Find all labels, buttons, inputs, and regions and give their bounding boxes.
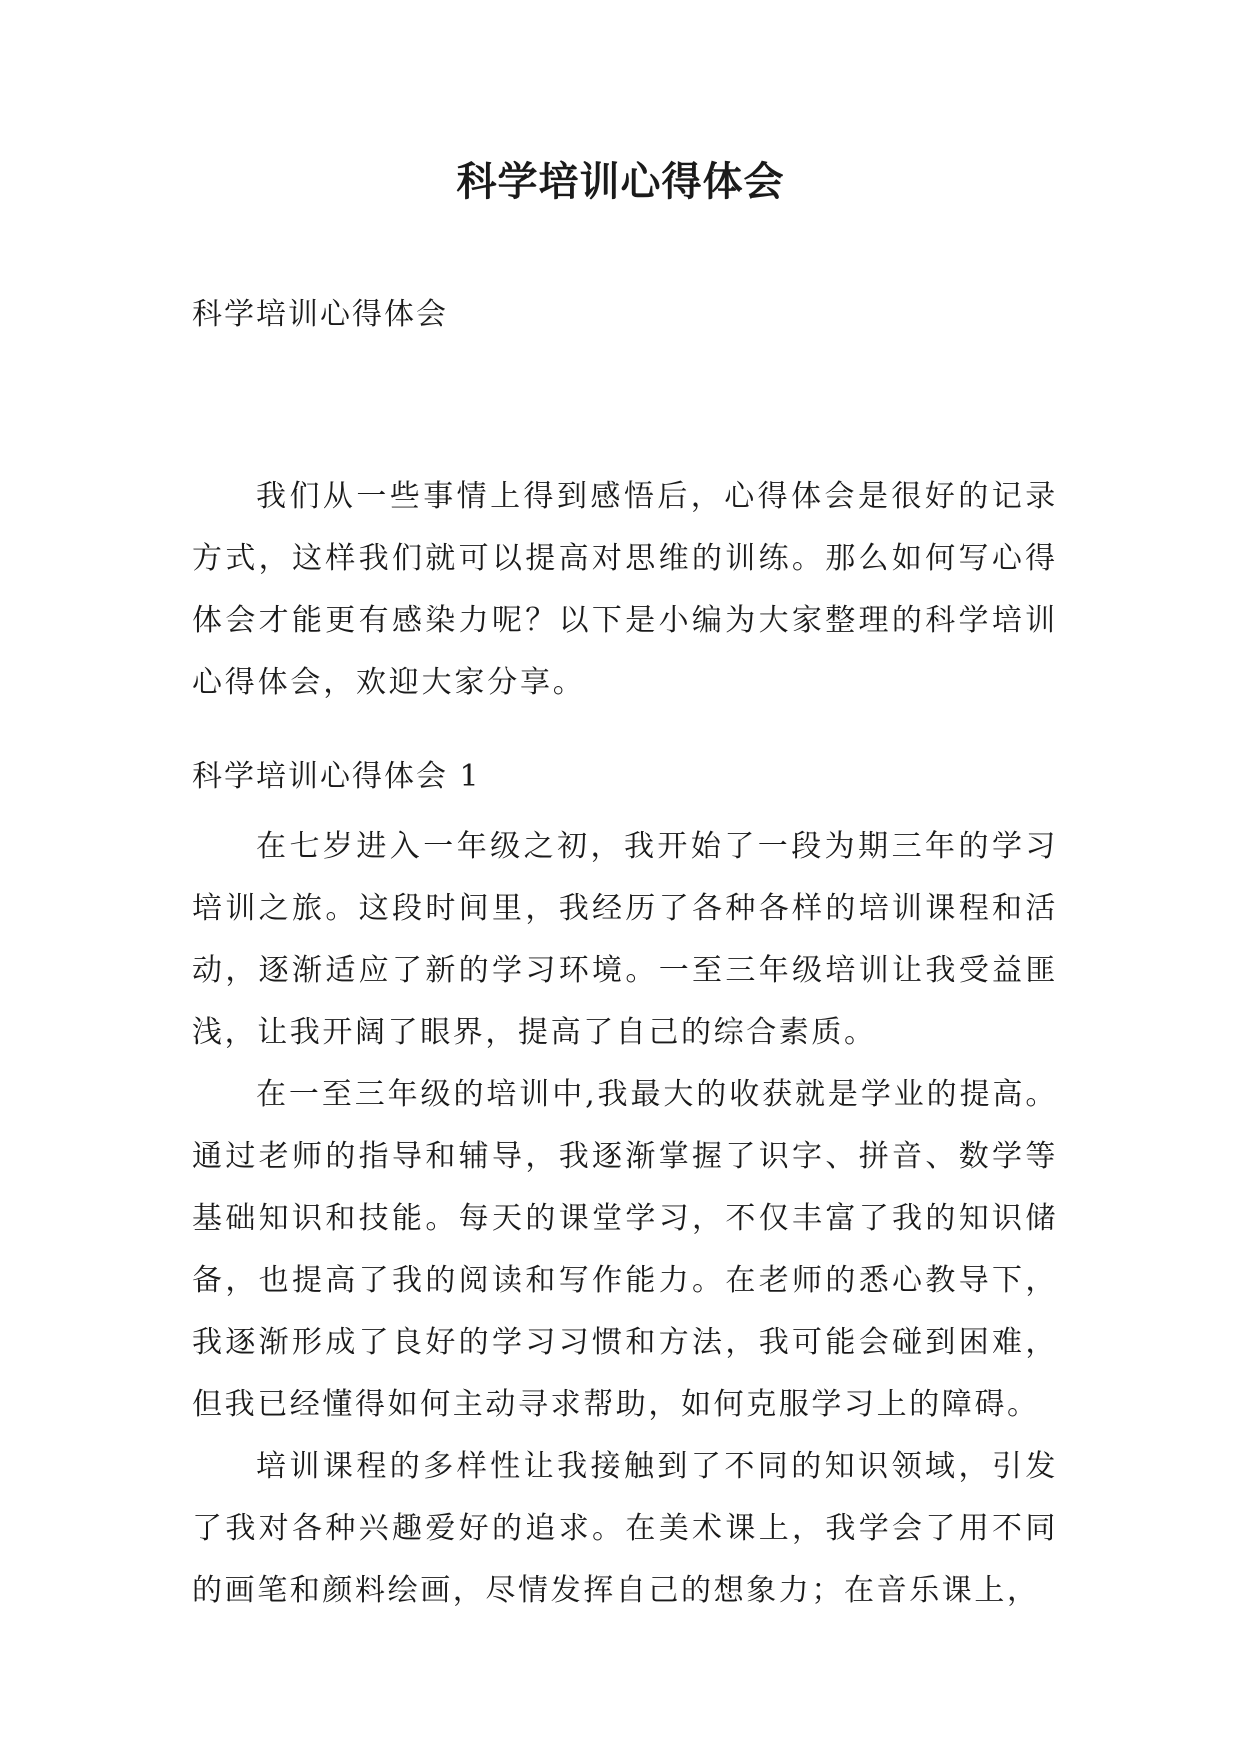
- body-paragraph: 在一至三年级的培训中,我最大的收获就是学业的提高。通过老师的指导和辅导，我逐渐掌握了识字、拼音、数学等基础知识和技能。每天的课堂学习，不仅丰富了我的知识储备，也提高了我的阅读和写作能力。在老师的悉心教导下，我逐渐形成了良好的学习习惯和方法，我可能会碰到困难，但我已经懂得如何主动寻求帮助，如何克服学习上的障碍。: [192, 1077, 1058, 1422]
- document-title: 科学培训心得体会: [456, 158, 785, 205]
- body-paragraph: 培训课程的多样性让我接触到了不同的知识领域，引发了我对各种兴趣爱好的追求。在美术课上，我学会了用不同的画笔和颜料绘画，尽情发挥自己的想象力；在音乐课上，: [192, 1449, 1058, 1608]
- section-body: [192, 816, 1058, 1622]
- document-subtitle: 科学培训心得体会: [192, 297, 448, 332]
- section-heading: 科学培训心得体会 1: [192, 759, 481, 794]
- intro-paragraph: 我们从一些事情上得到感悟后，心得体会是很好的记录方式，这样我们就可以提高对思维的训练。那么如何写心得体会才能更有感染力呢？以下是小编为大家整理的科学培训心得体会，欢迎大家分享。: [192, 479, 1058, 700]
- body-paragraph: 在七岁进入一年级之初，我开始了一段为期三年的学习培训之旅。这段时间里，我经历了各种各样的培训课程和活动，逐渐适应了新的学习环境。一至三年级培训让我受益匪浅，让我开阔了眼界，提高了自己的综合素质。: [192, 829, 1058, 1050]
